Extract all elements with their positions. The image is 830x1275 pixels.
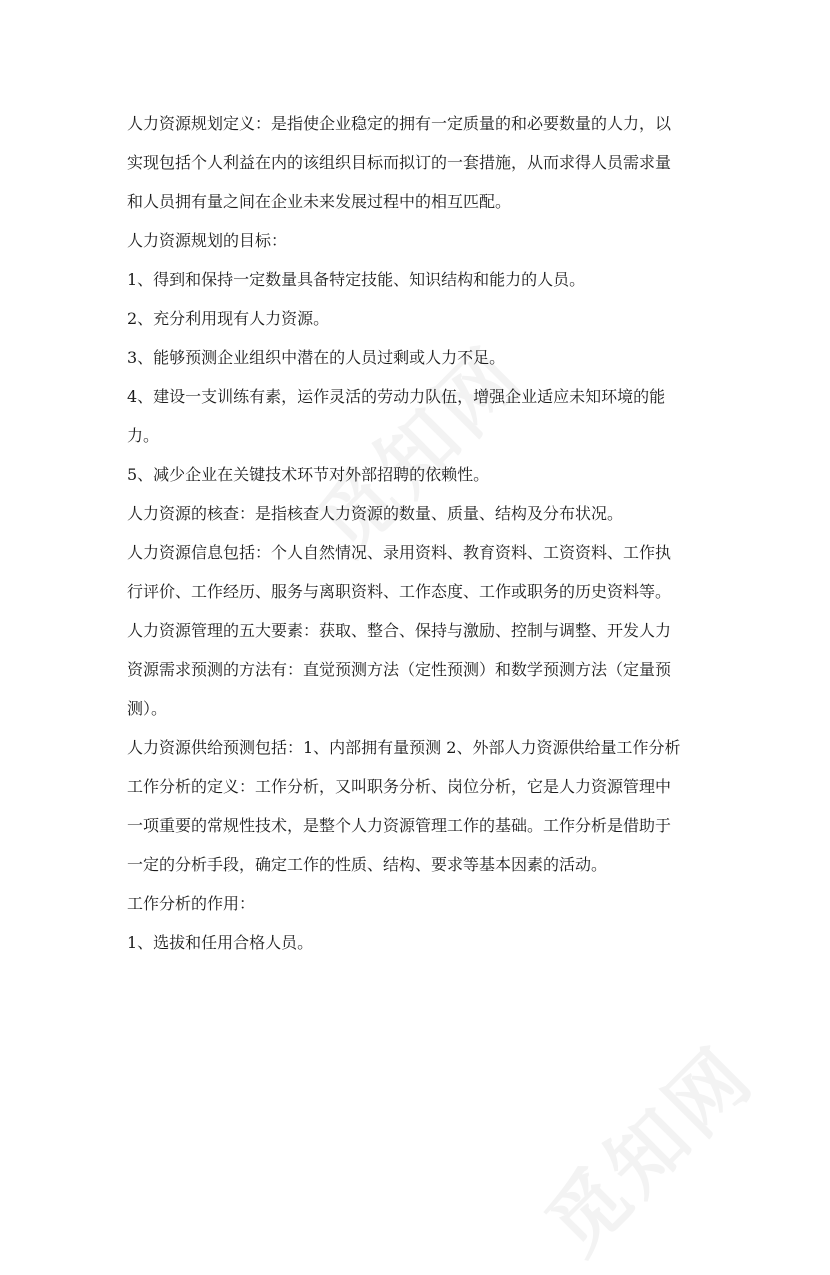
paragraph-line: 一项重要的常规性技术，是整个人力资源管理工作的基础。工作分析是借助于 <box>127 816 672 835</box>
list-item: 5、减少企业在关键技术环节对外部招聘的依赖性。 <box>127 465 490 484</box>
paragraph-line: 人力资源规划定义：是指使企业稳定的拥有一定质量的和必要数量的人力，以 <box>127 114 672 133</box>
list-item: 2、充分利用现有人力资源。 <box>127 309 330 328</box>
paragraph-line: 工作分析的定义：工作分析，又叫职务分析、岗位分析，它是人力资源管理中 <box>127 777 672 796</box>
watermark <box>517 1017 774 1274</box>
paragraph-line: 实现包括个人利益在内的该组织目标而拟订的一套措施，从而求得人员需求量 <box>127 153 672 172</box>
paragraph-line: 人力资源信息包括：个人自然情况、录用资料、教育资料、工资资料、工作执 <box>127 543 672 562</box>
paragraph-line: 行评价、工作经历、服务与离职资料、工作态度、工作或职务的历史资料等。 <box>127 582 672 601</box>
paragraph-line: 人力资源的核查：是指核查人力资源的数量、质量、结构及分布状况。 <box>127 504 624 523</box>
paragraph-line: 一定的分析手段，确定工作的性质、结构、要求等基本因素的活动。 <box>127 855 608 874</box>
list-item: 3、能够预测企业组织中潜在的人员过剩或人力不足。 <box>127 348 506 367</box>
paragraph-line: 资源需求预测的方法有：直觉预测方法（定性预测）和数学预测方法（定量预 <box>127 660 672 679</box>
list-item: 力。 <box>127 426 160 445</box>
paragraph-line: 人力资源管理的五大要素：获取、整合、保持与激励、控制与调整、开发人力 <box>127 621 672 640</box>
section-heading: 人力资源规划的目标： <box>127 231 288 250</box>
list-item: 1、选拔和任用合格人员。 <box>127 933 314 952</box>
paragraph-line: 测）。 <box>127 699 168 718</box>
paragraph-line: 和人员拥有量之间在企业未来发展过程中的相互匹配。 <box>127 192 512 211</box>
paragraph-line: 人力资源供给预测包括：1、内部拥有量预测 2、外部人力资源供给量工作分析 <box>127 738 681 757</box>
list-item: 1、得到和保持一定数量具备特定技能、知识结构和能力的人员。 <box>127 270 586 289</box>
list-item: 4、建设一支训练有素，运作灵活的劳动力队伍，增强企业适应未知环境的能 <box>127 387 666 406</box>
section-heading: 工作分析的作用： <box>127 894 256 913</box>
